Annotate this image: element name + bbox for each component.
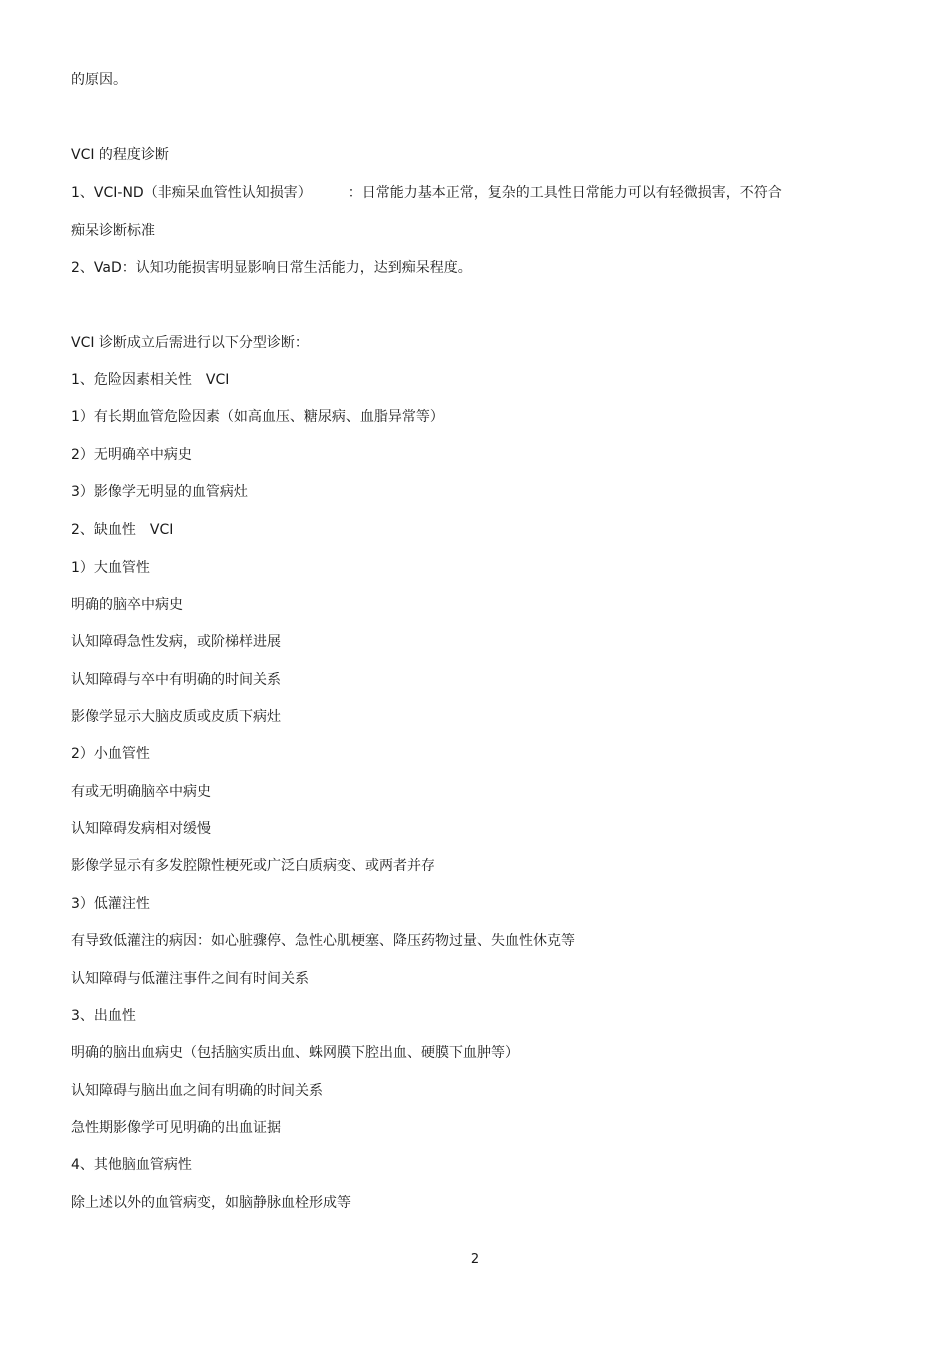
- text-line: 有或无明确脑卒中病史: [71, 784, 211, 800]
- text-line: 3）影像学无明显的血管病灶: [71, 484, 248, 500]
- text-line: 2）小血管性: [71, 746, 150, 762]
- text-line: 认知障碍与脑出血之间有明确的时间关系: [71, 1083, 323, 1099]
- text-line: 有导致低灌注的病因：如心脏骤停、急性心肌梗塞、降压药物过量、失血性休克等: [71, 933, 575, 949]
- section-heading-subtype: VCI 诊断成立后需进行以下分型诊断：: [71, 335, 309, 351]
- text-line: 明确的脑卒中病史: [71, 597, 183, 613]
- text-line: 痴呆诊断标准: [71, 223, 155, 239]
- text-line: 除上述以外的血管病变，如脑静脉血栓形成等: [71, 1195, 351, 1211]
- text-line: 急性期影像学可见明确的出血证据: [71, 1120, 281, 1136]
- list-item-heading: [71, 370, 229, 390]
- vci-nd-definition: ：日常能力基本正常，复杂的工具性日常能力可以有轻微损害，不符合: [347, 185, 782, 201]
- text-line: 1）有长期血管危险因素（如高血压、糖尿病、血脂异常等）: [71, 409, 444, 425]
- section-heading-severity: VCI 的程度诊断: [71, 147, 169, 163]
- page-number: 2: [470, 1252, 480, 1267]
- list-item-label: 2、缺血性: [71, 522, 136, 538]
- text-line: 明确的脑出血病史（包括脑实质出血、蛛网膜下腔出血、硬膜下血肿等）: [71, 1045, 519, 1061]
- text-line: 的原因。: [71, 72, 127, 88]
- vci-nd-term: 1、VCI-ND（非痴呆血管性认知损害）: [71, 185, 312, 201]
- text-line: 3）低灌注性: [71, 896, 150, 912]
- list-item-heading: [71, 520, 173, 540]
- text-line: [71, 183, 782, 203]
- text-line: 影像学显示有多发腔隙性梗死或广泛白质病变、或两者并存: [71, 858, 435, 874]
- list-item-label: 1、危险因素相关性: [71, 372, 192, 388]
- text-line: 认知障碍与低灌注事件之间有时间关系: [71, 971, 309, 987]
- text-line: 认知障碍急性发病，或阶梯样进展: [71, 634, 281, 650]
- list-item-heading: 4、其他脑血管病性: [71, 1157, 192, 1173]
- text-line: 2）无明确卒中病史: [71, 447, 192, 463]
- list-item-heading: 3、出血性: [71, 1008, 136, 1024]
- list-item-suffix: VCI: [205, 372, 230, 388]
- text-line: 1）大血管性: [71, 560, 150, 576]
- text-line: 影像学显示大脑皮质或皮质下病灶: [71, 709, 281, 725]
- text-line: 2、VaD：认知功能损害明显影响日常生活能力，达到痴呆程度。: [71, 260, 472, 276]
- list-item-suffix: VCI: [149, 522, 174, 538]
- text-line: 认知障碍与卒中有明确的时间关系: [71, 672, 281, 688]
- text-line: 认知障碍发病相对缓慢: [71, 821, 211, 837]
